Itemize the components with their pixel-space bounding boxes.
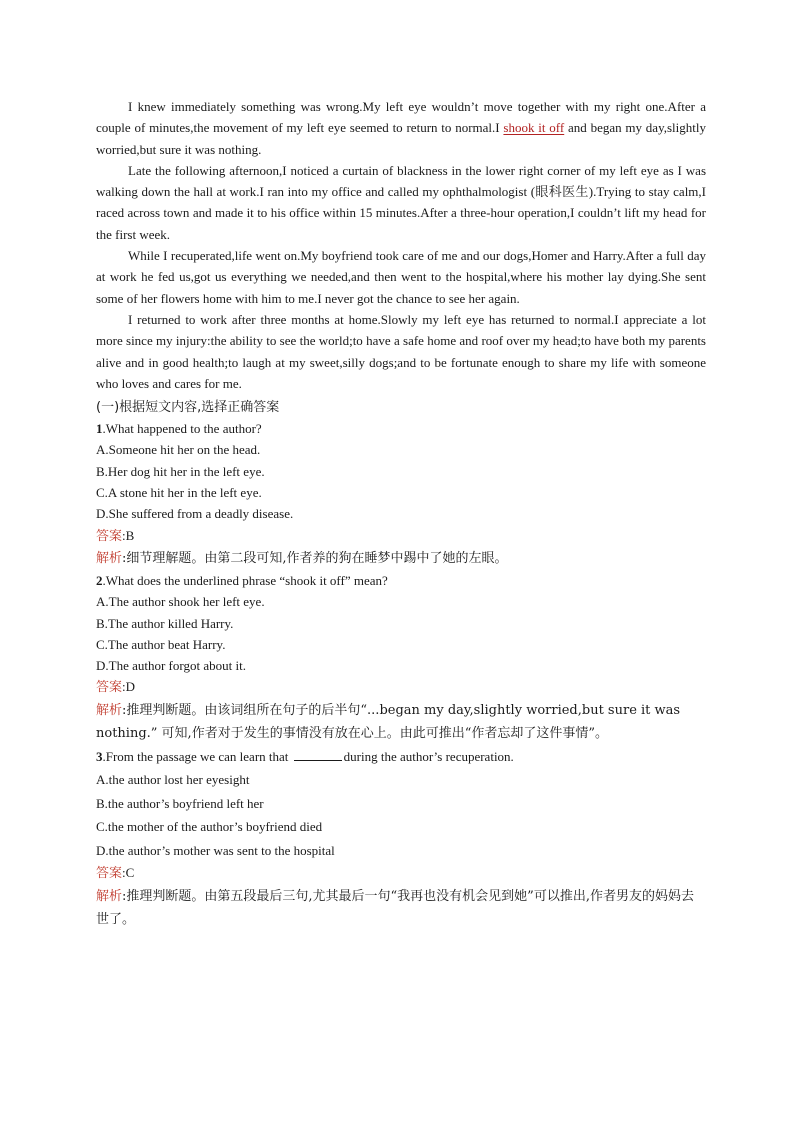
option-b: B.The author killed Harry.	[96, 615, 234, 631]
option-b: B.Her dog hit her in the left eye.	[96, 463, 265, 479]
question-2	[96, 570, 706, 745]
passage-text: I knew immediately something was wrong.My left eye wouldn’t move together with my right one.After a couple of minutes,the movement of my left eye seemed to return to normal.I	[96, 99, 706, 136]
explanation-line	[96, 699, 706, 745]
question-number: 3	[96, 748, 103, 764]
option-a: A.Someone hit her on the head.	[96, 442, 261, 458]
answer-line	[96, 862, 706, 884]
answer-value: :C	[122, 865, 135, 881]
question-text: .What does the underlined phrase “shook it off” mean?	[102, 572, 388, 588]
answer-blank	[294, 748, 342, 761]
explanation-label: 解析	[96, 550, 123, 566]
option-c: C.the mother of the author’s boyfriend died	[96, 819, 323, 835]
explanation-text: :推理判断题。由第五段最后三句,尤其最后一句“我再也没有机会见到她”可以推出,作者男友的妈妈去世了。	[96, 888, 694, 927]
option-a: A.The author shook her left eye.	[96, 594, 265, 610]
question-number: 2	[96, 572, 103, 588]
explanation-line	[96, 885, 706, 931]
passage-paragraph-3: While I recuperated,life went on.My boyfriend took care of me and our dogs,Homer and Harry.After a full day at work he fed us,got us everything we needed,and then went to the hospital,where his mother lay dying.She sent some of her flowers home with him to me.I never got the chance to see her again.	[96, 248, 706, 306]
question-number: 1	[96, 421, 103, 437]
passage-paragraph-1	[96, 96, 706, 160]
document-page	[96, 96, 706, 931]
question-text: .What happened to the author?	[102, 421, 262, 437]
passage-paragraph-4: I returned to work after three months at home.Slowly my left eye has returned to normal.I appreciate a lot more since my injury:the ability to see the world;to have a safe home and roof over my head;to have both my parents alive and in good health;to laugh at my sweet,silly dogs;and to be fortunate enough to share my life with someone who loves and cares for me.	[96, 311, 706, 391]
passage-text: and began my day,slightly worried,but sure it was nothing.	[96, 120, 706, 157]
option-a: A.the author lost her eyesight	[96, 772, 250, 788]
question-text: .From the passage we can learn that	[102, 748, 292, 764]
question-stem	[96, 570, 706, 591]
option-c: C.A stone hit her in the left eye.	[96, 485, 262, 501]
section-title: (一)根据短文内容,选择正确答案	[96, 400, 280, 416]
underlined-phrase: shook it off	[503, 120, 565, 136]
question-text: during the author’s recuperation.	[343, 748, 514, 764]
answer-value: :D	[122, 679, 136, 695]
explanation-text: :推理判断题。由该词组所在句子的后半句“...began my day,slightly worried,but sure it was nothing.” 可知,作者对于发生的事情没有放在心上。由此可推出“作者忘却了这件事情”。	[96, 702, 681, 741]
passage-paragraph-2: Late the following afternoon,I noticed a curtain of blackness in the lower right corner of my left eye as I was walking down the hall at work.I ran into my office and called my ophthalmologist (眼科医生).Trying to stay calm,I raced across town and made it to his office within 15 minutes.After a three-hour operation,I couldn’t lift my head for the first week.	[96, 162, 706, 242]
option-d: D.The author forgot about it.	[96, 658, 246, 674]
answer-line	[96, 676, 706, 698]
option-d: D.the author’s mother was sent to the hospital	[96, 842, 335, 858]
question-3	[96, 745, 706, 931]
question-1	[96, 418, 706, 570]
answer-label: 答案	[96, 866, 123, 882]
question-stem	[96, 418, 706, 439]
answer-value: :B	[122, 527, 135, 543]
answer-label: 答案	[96, 680, 123, 696]
answer-line	[96, 525, 706, 547]
explanation-label: 解析	[96, 702, 123, 718]
option-b: B.the author’s boyfriend left her	[96, 795, 264, 811]
explanation-text: :细节理解题。由第二段可知,作者养的狗在睡梦中踢中了她的左眼。	[122, 550, 508, 566]
question-stem	[96, 745, 706, 769]
option-d: D.She suffered from a deadly disease.	[96, 506, 294, 522]
explanation-line	[96, 547, 706, 570]
option-c: C.The author beat Harry.	[96, 636, 226, 652]
answer-label: 答案	[96, 528, 123, 544]
explanation-label: 解析	[96, 888, 123, 904]
